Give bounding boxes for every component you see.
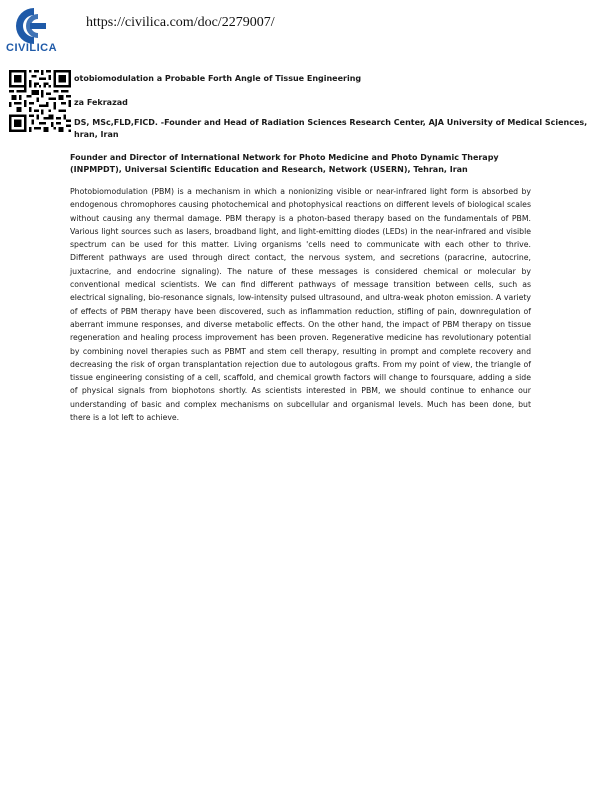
abstract-text: Photobiomodulation (PBM) is a mechanism in which a nonionizing visible or near-infrared light form is absorbed by endogenous chromophores causing photochemical and photophysical reactions on different levels of biological scales without causing any thermal damage. PBM therapy is a photon-based therapy based on the fundamentals of PBM. Various light sources such as lasers, broadband light, and light-emitting diodes (LEDs) in the near-infrared and visible spectrum can be used for this matter. Living organisms 'cells need to communicate with each other to thrive. Different pathways are used through direct contact, the nervous system, and secretions (paracrine, autocrine, juxtacrine, and endocrine signaling). The nature of these messages is considered chemical or molecular by conventional medical scientists. We can find different pathways of message transition between cells, such as electrical signaling, bio-resonance signals, low-intensity pulsed ultrasound, and ultra-weak photon emission. A variety of effects of PBM therapy have been discovered, such as inflammation reduction, stifling of pain, downregulation of aberrant immune responses, and diverse metabolic effects. On the other hand, the impact of PBM therapy on tissue regeneration and healing process improvement has been proven. Regenerative medicine has revolutionary potential by combining novel therapies such as PBMT and stem cell therapy, resulting in prompt and complete recovery and decreasing the risk of organ transplantation rejection due to autologous grafts. From my point of view, the triangle of tissue engineering consisting of a cell, scaffold, and chemical growth factors will change to foursquare, adding a side of physical signals from biophotons shortly. As scientists interested in PBM, we should continue to enhance our understanding of basic and complex mechanisms on subcellular and organismal levels. Much has been done, but there is a lot left to achieve. (70, 187, 531, 423)
paper-author: za Fekrazad (74, 98, 128, 107)
qr-code-icon (9, 70, 71, 132)
civilica-logo-icon (4, 6, 58, 46)
document-url[interactable]: https://civilica.com/doc/2279007/ (86, 15, 275, 30)
author-affiliation-line-1: DS, MSc,FLD,FICD. -Founder and Head of Radiation Sciences Research Center, AJA University of Medical Sciences, (74, 118, 588, 127)
logo-text: CIVILICA (6, 42, 58, 54)
author-affiliation-line-2: hran, Iran (74, 130, 119, 139)
author-affiliation-2: Founder and Director of International Network for Photo Medicine and Photo Dynamic Therapy (INPMPDT), Universal Scientific Education and Research, Network (USERN), Tehran, Iran (70, 153, 499, 175)
paper-title: otobiomodulation a Probable Forth Angle of Tissue Engineering (74, 74, 362, 83)
